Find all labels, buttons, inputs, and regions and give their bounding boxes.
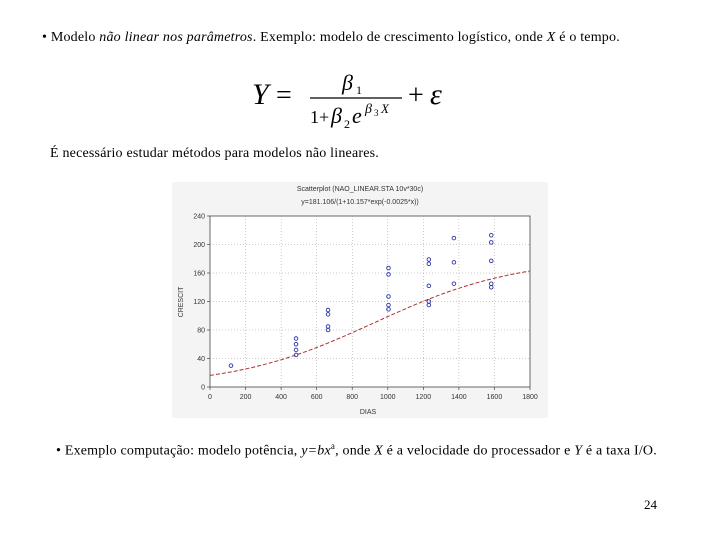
- formula-numerator: β: [342, 70, 353, 95]
- paragraph-text: é a taxa I/O.: [582, 443, 657, 459]
- x-tick-label: 1800: [522, 394, 538, 401]
- y-tick-label: 240: [193, 213, 205, 221]
- paragraph-logistic-model: [42, 29, 682, 46]
- formula-den-e: e: [352, 103, 362, 128]
- y-axis-label: CRESCIT: [178, 286, 185, 318]
- x-tick-label: 0: [208, 394, 212, 401]
- chart-title: Scatterplot (NAO_LINEAR.STA 10v*30c): [296, 186, 424, 193]
- y-tick-label: 160: [193, 270, 205, 278]
- formula-numerator-sub: 1: [356, 83, 362, 97]
- variable-x: X: [374, 443, 383, 459]
- y-tick-label: 80: [197, 327, 205, 335]
- x-tick-label: 200: [239, 394, 252, 401]
- paragraph-text: é o tempo.: [555, 30, 620, 45]
- formula-epsilon: ε: [430, 78, 442, 111]
- y-tick-label: 40: [197, 356, 205, 363]
- formula-equals: =: [276, 80, 292, 111]
- bullet: •: [56, 443, 62, 459]
- paragraph-text: é a velocidade do processador e: [382, 443, 575, 459]
- logistic-formula: [248, 68, 458, 132]
- x-tick-label: 800: [346, 394, 359, 401]
- formula-inline-sup: a: [330, 441, 336, 451]
- formula-exp-beta: β: [365, 102, 372, 117]
- formula-den-one: 1: [310, 107, 319, 127]
- x-tick-label: 1000: [379, 394, 396, 401]
- formula-inline: y=bx: [301, 443, 331, 459]
- formula-exp-sub: 3: [374, 108, 379, 118]
- bullet: •: [42, 30, 48, 45]
- paragraph-text: Modelo: [50, 30, 96, 45]
- paragraph-text: . Exemplo: modelo de crescimento logístico, onde: [252, 30, 547, 45]
- x-tick-label: 1400: [451, 394, 467, 401]
- y-tick-label: 200: [193, 242, 205, 249]
- formula-den-beta-sub: 2: [344, 117, 350, 131]
- x-tick-label: 1600: [486, 394, 503, 401]
- formula-den-beta: β: [331, 103, 342, 128]
- variable-x: X: [546, 30, 556, 45]
- emphasis-text: não linear nos parâmetros: [99, 30, 253, 45]
- paragraph-text: Exemplo computação: modelo potência,: [64, 443, 302, 459]
- formula-plus: +: [408, 80, 424, 111]
- variable-y: Y: [574, 443, 583, 459]
- y-tick-label: 0: [201, 384, 205, 392]
- scatterplot-chart: [172, 182, 548, 418]
- x-tick-label: 400: [275, 394, 287, 401]
- y-tick-label: 120: [193, 299, 205, 306]
- formula-exp-x: X: [381, 101, 389, 116]
- page-number: 24: [644, 497, 657, 512]
- paragraph-nonlinear-methods: É necessário estudar métodos para modelos não lineares.: [50, 146, 380, 161]
- x-tick-label: 600: [310, 394, 323, 401]
- formula-lhs: Y: [252, 78, 269, 111]
- formula-den-plus: +: [319, 107, 330, 127]
- chart-subtitle: y=181.106/(1+10.157*exp(-0.0025*x)): [301, 199, 419, 206]
- x-axis-label: DIAS: [359, 409, 377, 416]
- paragraph-text: , onde: [335, 443, 375, 459]
- x-tick-label: 1200: [415, 394, 432, 401]
- paragraph-power-model: [56, 438, 676, 460]
